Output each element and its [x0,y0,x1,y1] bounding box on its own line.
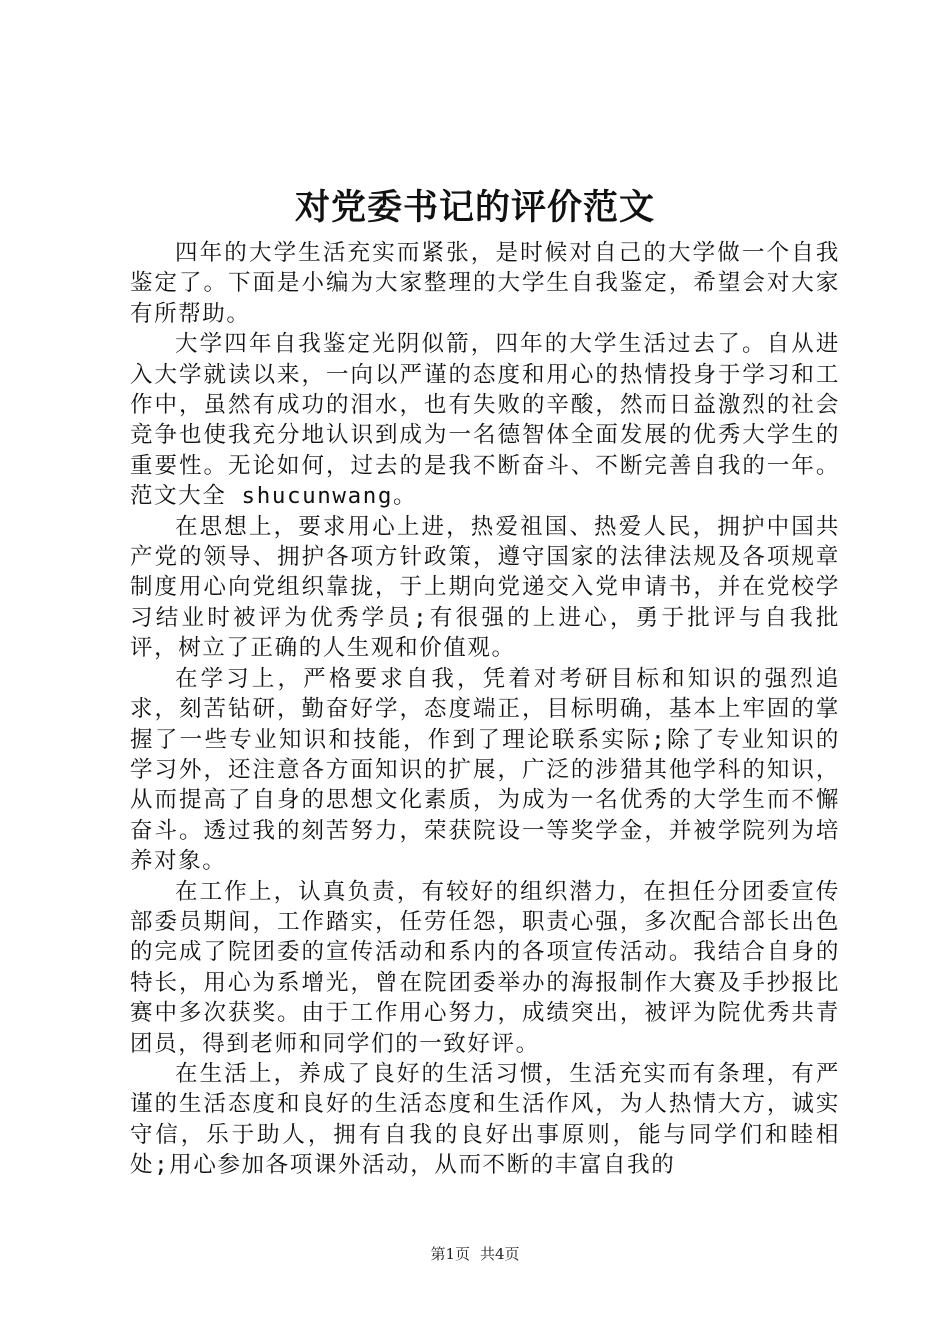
page-footer [0,1243,950,1265]
page-number-total: 共4页 [480,1245,520,1263]
paragraph-study: 在学习上，严格要求自我，凭着对考研目标和知识的强烈追求，刻苦钻研，勤奋好学，态度端正，目标明确，基本上牢固的掌握了一些专业知识和技能，作到了理论联系实际;除了专业知识的学习外，还注意各方面知识的扩展，广泛的涉猎其他学科的知识，从而提高了自身的思想文化素质，为成为一名优秀的大学生而不懈奋斗。透过我的刻苦努力，荣获院设一等奖学金，并被学院列为培养对象。 [130,665,840,875]
paragraph-intro: 四年的大学生活充实而紧张，是时候对自己的大学做一个自我鉴定了。下面是小编为大家整理的大学生自我鉴定，希望会对大家有所帮助。 [130,240,840,327]
paragraph-work: 在工作上，认真负责，有较好的组织潜力，在担任分团委宣传部委员期间，工作踏实，任劳任怨，职责心强，多次配合部长出色的完成了院团委的宣传活动和系内的各项宣传活动。我结合自身的特长，用心为系增光，曾在院团委举办的海报制作大赛及手抄报比赛中多次获奖。由于工作用心努力，成绩突出，被评为院优秀共青团员，得到老师和同学们的一致好评。 [130,878,840,1057]
paragraph-ideology: 在思想上，要求用心上进，热爱祖国、热爱人民，拥护中国共产党的领导、拥护各项方针政策，遵守国家的法律法规及各项规章制度用心向党组织靠拢，于上期向党递交入党申请书，并在党校学习结业时被评为优秀学员;有很强的上进心，勇于批评与自我批评，树立了正确的人生观和价值观。 [130,513,840,662]
document-body [130,238,840,1181]
paragraph-overview: 大学四年自我鉴定光阴似箭，四年的大学生活过去了。自从进入大学就读以来，一向以严谨的态度和用心的热情投身于学习和工作中，虽然有成功的泪水，也有失败的辛酸，然而日益激烈的社会竞争也使我充分地认识到成为一名德智体全面发展的优秀大学生的重要性。无论如何，过去的是我不断奋斗、不断完善自我的一年。范文大全 shucunwang。 [130,331,840,510]
document-title: 对党委书记的评价范文 [294,187,655,228]
paragraph-life: 在生活上，养成了良好的生活习惯，生活充实而有条理，有严谨的生活态度和良好的生活态度和生活作风，为人热情大方，诚实守信，乐于助人，拥有自我的良好出事原则，能与同学们和睦相处;用心参加各项课外活动，从而不断的丰富自我的 [130,1060,840,1179]
page-number-current: 第1页 [430,1245,470,1263]
